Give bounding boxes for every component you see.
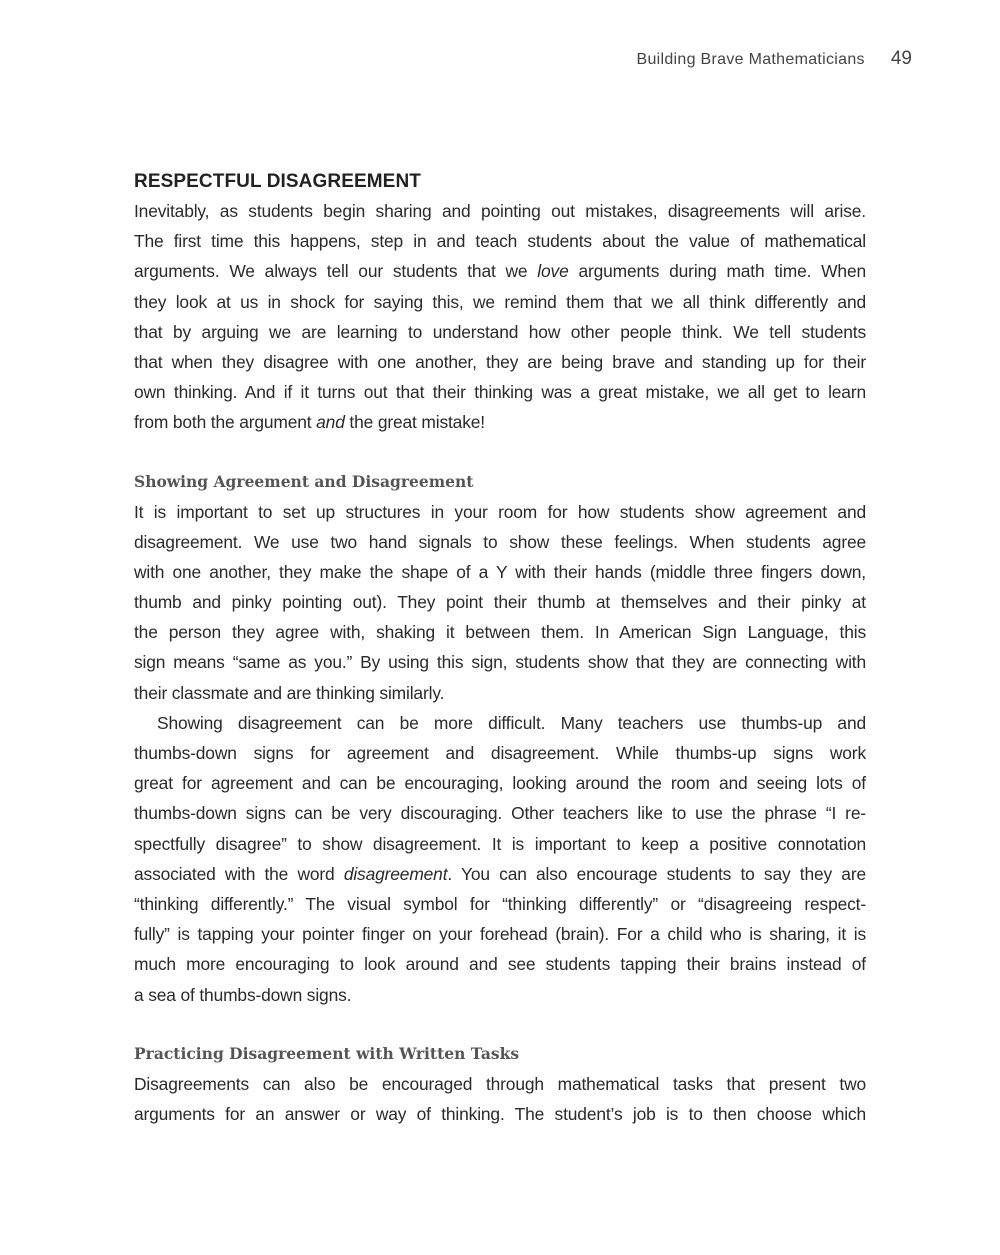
text-run: the great mistake! [344,412,485,433]
italic-emphasis: disagreement [343,863,448,884]
text-run: associated with the word [134,863,344,884]
subsection-paragraph [134,1069,866,1129]
spacer [134,1010,866,1039]
text-line: Showing disagreement can be more difficult. Many teachers use thumbs-up and [157,712,866,733]
section-paragraph [134,196,866,438]
section-title: RESPECTFUL DISAGREEMENT [134,171,421,192]
subsection-title: Showing Agreement and Disagreement [134,471,474,491]
running-head-title: Building Brave Mathematicians [636,51,865,68]
text-line: disagreement. We use two hand signals to show these feelings. When students agree [134,531,866,552]
text-line: Disagreements can also be encouraged through mathematical tasks that present two [134,1073,866,1094]
running-head [636,48,912,70]
text-line: The first time this happens, step in and teach students about the value of mathematical [134,231,866,252]
text-line [134,407,866,437]
text-line: thumb and pinky pointing out). They point their thumb at themselves and their pinky at [134,592,866,613]
text-line: own thinking. And if it turns out that their thinking was a great mistake, we all get to learn [134,382,866,403]
text-line [134,859,866,889]
text-line: spectfully disagree” to show disagreement. It is important to keep a positive connotation [134,833,866,854]
spacer [134,438,866,467]
text-line: that when they disagree with one another, they are being brave and standing up for their [134,351,866,372]
italic-emphasis: love [537,261,569,282]
text-line: sign means “same as you.” By using this sign, students show that they are connecting with [134,652,866,673]
text-line: “thinking differently.” The visual symbol for “thinking differently” or “disagreeing respect- [134,893,866,914]
page-content [134,168,866,1129]
italic-emphasis: and [316,412,345,433]
text-run: . You can also encourage students to say they are [447,863,866,884]
subsection-paragraph [134,708,866,1010]
text-run: from both the argument [134,412,317,433]
text-line: much more encouraging to look around and see students tapping their brains instead of [134,954,866,975]
text-line: thumbs-down signs can be very discouraging. Other teachers like to use the phrase “I re- [134,803,866,824]
text-line: a sea of thumbs-down signs. [134,984,352,1005]
text-line: It is important to set up structures in your room for how students show agreement and [134,501,866,522]
text-line: they look at us in shock for saying this, we remind them that we all think differently and [134,291,866,312]
text-run: arguments. We always tell our students that we [134,261,538,282]
text-line: that by arguing we are learning to understand how other people think. We tell students [134,321,866,342]
text-line: their classmate and are thinking similarly. [134,682,445,703]
text-line: Inevitably, as students begin sharing and pointing out mistakes, disagreements will arise. [134,201,866,221]
text-line: great for agreement and can be encouraging, looking around the room and seeing lots of [134,773,866,794]
subsection-title: Practicing Disagreement with Written Tasks [134,1043,520,1063]
text-run: arguments during math time. When [568,261,866,282]
text-line: with one another, they make the shape of a Y with their hands (middle three fingers down, [134,561,866,582]
text-line: fully” is tapping your pointer finger on your forehead (brain). For a child who is sharing, it is [134,924,866,945]
page-number: 49 [890,48,912,69]
text-line: the person they agree with, shaking it between them. In American Sign Language, this [134,622,866,643]
subsection-paragraph [134,497,866,708]
text-line [134,256,866,286]
text-line: arguments for an answer or way of thinking. The student’s job is to then choose which [134,1103,866,1124]
text-line: thumbs-down signs for agreement and disagreement. While thumbs-up signs work [134,743,866,763]
